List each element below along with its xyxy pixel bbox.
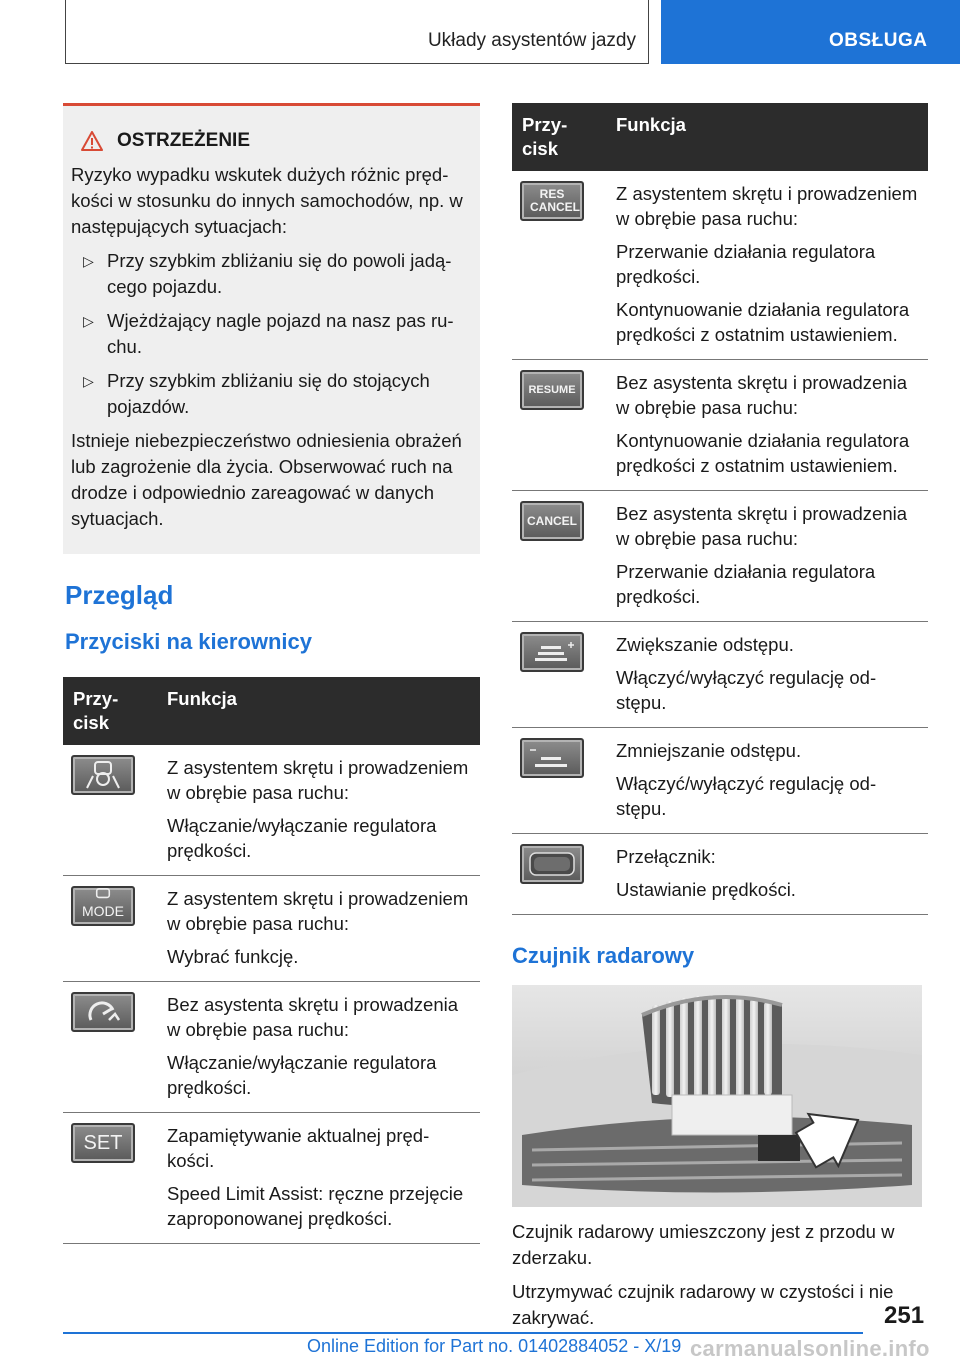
function-cell: Z asystentem skrętu i prowadzeniem w obrębie pasa ruchu: Wybrać funkcję. — [157, 876, 480, 982]
radar-paragraph-1: Czujnik radarowy umieszczony jest z przodu w zderzaku. — [512, 1221, 895, 1268]
warning-outro: Istnieje niebezpieczeństwo odniesienia obrażeń lub zagrożenie dla życia. Obserwować ruch na drodze i odpowiednio zareagować w danych sytuacjach. — [71, 430, 462, 529]
table-header — [63, 677, 480, 745]
function-cell: Z asystentem skrętu i prowadzeniem w obrębie pasa ruchu: Włączanie/wyłączanie regulatora prędkości. — [157, 745, 480, 876]
function-cell: Bez asystenta skrętu i prowadzenia w obrębie pasa ruchu: Włączanie/wyłączanie regulatora prędkości. — [157, 982, 480, 1113]
header-frame — [65, 0, 649, 64]
function-cell: Bez asystenta skrętu i prowadzenia w obrębie pasa ruchu: Przerwanie działania regulatora prędkości. — [606, 491, 928, 622]
footer-edition: Online Edition for Part no. 01402884052 - X/19 — [307, 1336, 682, 1356]
set-button-icon: SET — [71, 1123, 135, 1163]
table-row — [63, 1113, 480, 1244]
footer-divider — [63, 1332, 863, 1334]
right-column — [512, 103, 928, 1331]
warning-title: OSTRZEŻENIE — [117, 130, 251, 151]
bullet-icon: ▷ — [83, 313, 94, 329]
col-header-function: Funkcja — [606, 103, 928, 171]
function-cell: Zapamiętywanie aktualnej prędkości. Speed Limit Assist: ręczne przejęcie zaproponowanej prędkości. — [157, 1113, 480, 1244]
bullet-icon: ▷ — [83, 373, 94, 389]
table-header — [512, 103, 928, 171]
distance-increase-icon — [520, 632, 584, 672]
radar-sensor-photo — [512, 985, 922, 1207]
function-cell: Bez asystenta skrętu i prowadzenia w obrębie pasa ruchu: Kontynuowanie działania regulatora prędkości z ostatnim ustawieniem. — [606, 360, 928, 491]
warning-bullet: ▷ Przy szybkim zbliżaniu się do stojących pojazdów. — [83, 370, 430, 417]
cancel-button-icon: CANCEL — [520, 501, 584, 541]
radar-paragraph-2: Utrzymywać czujnik radarowy w czystości i nie zakrywać. — [512, 1281, 894, 1328]
resume-button-icon: RESUME — [520, 370, 584, 410]
steering-buttons-table — [63, 677, 480, 1244]
left-column — [63, 103, 480, 1244]
col-header-button: Przycisk — [512, 103, 606, 171]
warning-list — [71, 248, 472, 420]
function-cell: Zmniejszanie odstępu. Włączyć/wyłączyć regulację odstępu. — [606, 728, 928, 834]
table-row — [512, 622, 928, 728]
page-number: 251 — [884, 1302, 925, 1329]
steering-buttons-table-continued — [512, 103, 928, 915]
section-subtitle: Przyciski na kierownicy — [65, 629, 313, 654]
cruise-control-icon — [71, 992, 135, 1032]
table-row — [512, 834, 928, 915]
bullet-icon: ▷ — [83, 253, 94, 269]
section-tab-label: OBSŁUGA — [829, 30, 928, 51]
table-row — [512, 491, 928, 622]
table-row — [512, 728, 928, 834]
table-row — [512, 360, 928, 491]
table-row — [63, 876, 480, 982]
warning-triangle-icon — [81, 131, 103, 151]
mode-button-icon: MODE — [71, 886, 135, 926]
col-header-function: Funkcja — [157, 677, 480, 745]
radar-section-title: Czujnik radarowy — [512, 943, 695, 968]
res-cancel-button-icon: RES CANCEL — [520, 181, 584, 221]
warning-bullet: ▷ Przy szybkim zbliżaniu się do powoli jadącego pojazdu. — [83, 250, 452, 297]
warning-box — [63, 103, 480, 554]
function-cell: Zwiększanie odstępu. Włączyć/wyłączyć regulację odstępu. — [606, 622, 928, 728]
section-title: Przegląd — [65, 580, 174, 610]
function-cell: Z asystentem skrętu i prowadzeniem w obrębie pasa ruchu: Przerwanie działania regulatora prędkości. Kontynuowanie działania regulatora prędkości z ostatnim ustawieniem. — [606, 171, 928, 360]
watermark: carmanualsonline.info — [690, 1336, 930, 1361]
table-row — [63, 982, 480, 1113]
table-row — [512, 171, 928, 360]
rocker-switch-icon — [520, 844, 584, 884]
warning-header — [81, 130, 472, 152]
lane-assist-steering-icon — [71, 755, 135, 795]
warning-bullet: ▷ Wjeżdżający nagle pojazd na nasz pas ruchu. — [83, 310, 454, 357]
col-header-button: Przycisk — [63, 677, 157, 745]
function-cell: Przełącznik: Ustawianie prędkości. — [606, 834, 928, 915]
distance-decrease-icon — [520, 738, 584, 778]
warning-intro: Ryzyko wypadku wskutek dużych różnic prędkości w stosunku do innych samochodów, np. w następujących sytuacjach: — [71, 164, 463, 237]
section-tab — [661, 0, 960, 64]
table-row — [63, 745, 480, 876]
chapter-title: Układy asystentów jazdy — [427, 30, 636, 51]
